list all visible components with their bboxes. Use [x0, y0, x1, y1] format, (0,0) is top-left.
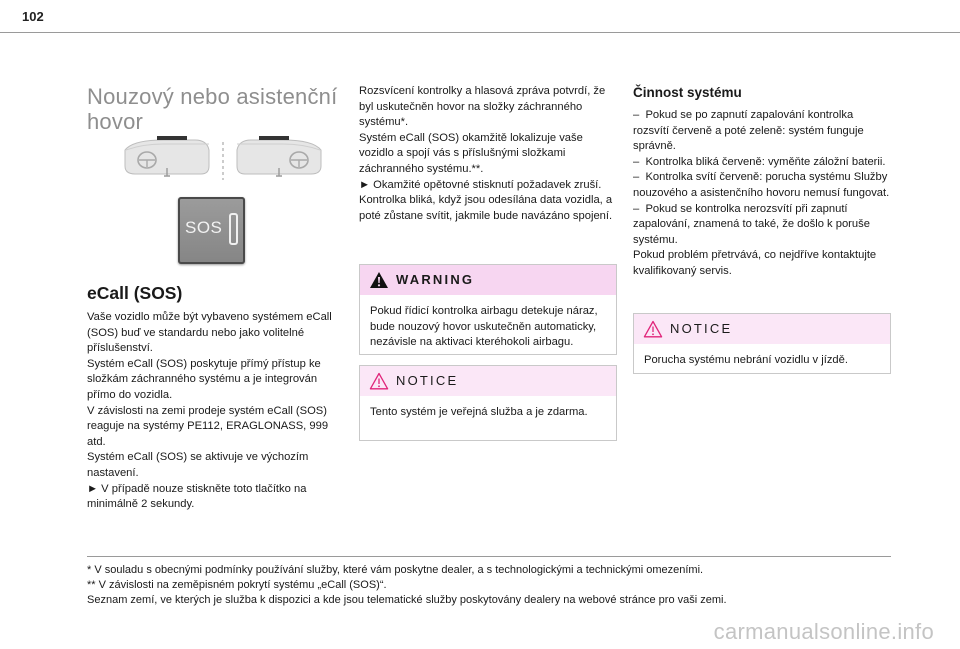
notice-box: [359, 365, 617, 441]
roof-console-left: [125, 136, 209, 176]
notice-text: Porucha systému nebrání vozidlu v jízdě.: [644, 354, 848, 366]
paragraph-instruction: ► Okamžité opětovné stisknutí požadavek zruší.: [359, 178, 602, 191]
header-divider: [0, 32, 960, 33]
notice-label: NOTICE: [670, 321, 733, 336]
notice-triangle-icon: [369, 372, 389, 390]
page-number: 102: [22, 9, 44, 24]
footnote-divider: [87, 556, 891, 557]
notice-header: [634, 314, 890, 344]
watermark: carmanualsonline.info: [713, 619, 934, 644]
list-item: – Pokud se po zapnutí zapalování kontrolka rozsvítí červeně a poté zeleně: systém funguje správně.: [633, 109, 867, 153]
notice-box-system: [633, 313, 891, 374]
footnotes: [87, 563, 897, 608]
section-title-ecall: eCall (SOS): [87, 283, 183, 303]
footnote: ** V závislosti na zeměpisném pokrytí systému „eCall (SOS)“.: [87, 579, 387, 591]
ecall-description: [87, 310, 343, 513]
paragraph: Systém eCall (SOS) okamžitě lokalizuje vaše vozidlo a spojí vás s příslušnými složkami záchranného systému.**.: [359, 131, 586, 175]
sos-button[interactable]: [178, 197, 245, 264]
column-2: [359, 84, 616, 224]
sos-button-label: SOS: [185, 218, 223, 237]
list-item: – Kontrolka bliká červeně: vyměňte záložní baterii.: [633, 155, 886, 168]
notice-label: NOTICE: [396, 373, 459, 388]
paragraph-instruction: ► V případě nouze stiskněte toto tlačítko na minimálně 2 sekundy.: [87, 482, 310, 511]
paragraph: Pokud problém přetrvává, co nejdříve kontaktujte kvalifikovaný servis.: [633, 249, 880, 277]
paragraph: Vaše vozidlo může být vybaveno systémem eCall (SOS) buď ve standardu nebo jako volitelné příslušenství.: [87, 311, 335, 355]
paragraph: Rozsvícení kontrolky a hlasová zpráva potvrdí, že byl uskutečněn hovor na složky záchranného systému*.: [359, 85, 609, 129]
list-item: – Pokud se kontrolka nerozsvítí při zapnutí zapalování, znamená to také, že došlo k poruše systému.: [633, 202, 874, 246]
notice-text: Tento systém je veřejná služba a je zdarma.: [370, 406, 588, 418]
paragraph: Systém eCall (SOS) poskytuje přímý přístup ke složkám záchranného systému a je integrován přímo do vozidla.: [87, 357, 324, 401]
paragraph: Kontrolka bliká, když jsou odesílána data vozidla, a poté zůstane svítit, jakmile bude navázáno spojení.: [359, 194, 616, 222]
warning-triangle-icon: [369, 271, 389, 289]
warning-box: [359, 264, 617, 355]
roof-console-illustration: [123, 130, 323, 184]
notice-header: [360, 366, 616, 396]
section-title-system-operation: Činnost systému: [633, 85, 742, 100]
warning-header: [360, 265, 616, 295]
notice-triangle-icon: [643, 320, 663, 338]
paragraph: Systém eCall (SOS) se aktivuje ve výchozím nastavení.: [87, 451, 312, 479]
column-3: [633, 84, 891, 280]
sos-indicator-slot: [229, 213, 238, 245]
warning-text: Pokud řídicí kontrolka airbagu detekuje náraz, bude nouzový hovor uskutečněn automaticky, nezávisle na aktivaci kteréhokoli airbagu.: [370, 305, 598, 349]
footnote: * V souladu s obecnými podmínky používání služby, které vám poskytne dealer, a s technologickými a technickými omezeními.: [87, 564, 704, 576]
warning-label: WARNING: [396, 272, 475, 287]
page-title: Nouzový nebo asistenční hovor: [87, 84, 338, 134]
column-1: [87, 84, 342, 134]
footnote: Seznam zemí, ve kterých je služba k dispozici a kde jsou telematické služby poskytovány dealery na webové stránce pro vaši zemi.: [87, 594, 727, 606]
paragraph: V závislosti na zemi prodeje systém eCall (SOS) reaguje na systémy PE112, ERAGLONASS, 999 atd.: [87, 404, 332, 448]
list-item: – Kontrolka svítí červeně: porucha systému Služby nouzového a asistenčního hovoru nemusí fungovat.: [633, 171, 891, 199]
roof-console-right: [237, 136, 321, 176]
